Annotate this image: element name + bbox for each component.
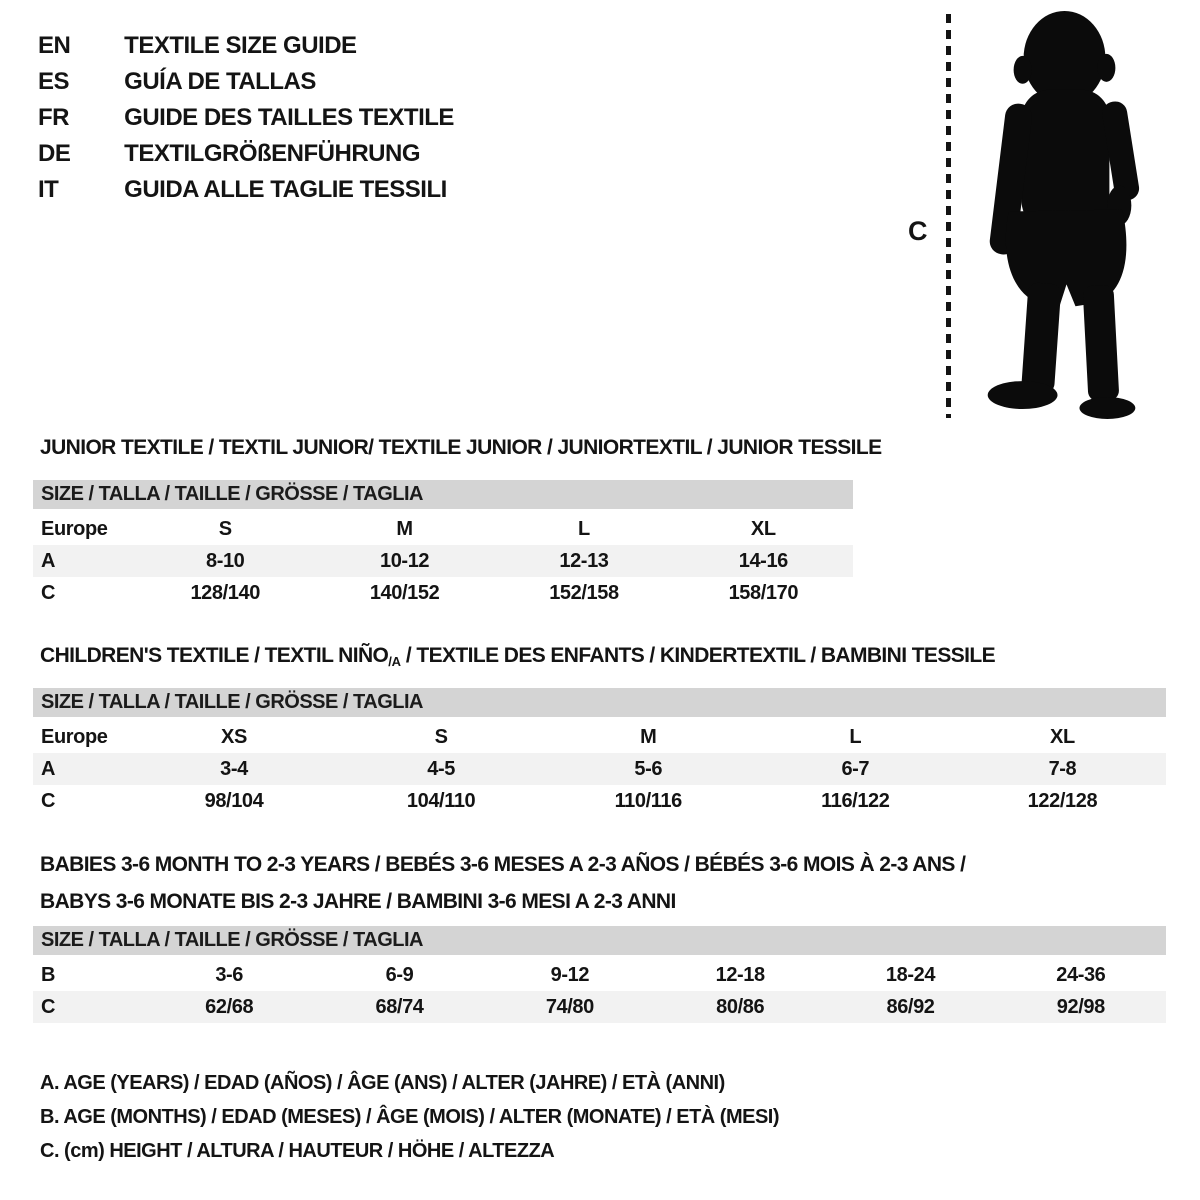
table-cell: 98/104 (204, 790, 264, 812)
table-cell: L (849, 726, 862, 748)
table-cell: 9-12 (550, 964, 590, 986)
table-cell: 74/80 (545, 996, 594, 1018)
language-row-it (38, 172, 454, 208)
table-cell: M (640, 726, 657, 748)
table-cell: M (396, 518, 413, 540)
table-cell: 116/122 (821, 790, 890, 812)
row-label: C (41, 790, 56, 812)
children-size-table (33, 688, 1166, 817)
size-table-header: SIZE / TALLA / TAILLE / GRÖSSE / TAGLIA (33, 688, 1166, 717)
table-cell: 12-18 (715, 964, 765, 986)
table-cell: 8-10 (205, 550, 245, 572)
legend-line-c: C. (cm) HEIGHT / ALTURA / HAUTEUR / HÖHE / ALTEZZA (40, 1140, 555, 1162)
section-title-junior: JUNIOR TEXTILE / TEXTIL JUNIOR/ TEXTILE JUNIOR / JUNIORTEXTIL / JUNIOR TESSILE (40, 436, 882, 459)
section-title-children-sub: /A (388, 654, 401, 669)
size-table-header: SIZE / TALLA / TAILLE / GRÖSSE / TAGLIA (33, 480, 853, 509)
table-row (33, 753, 1166, 785)
table-cell: XL (750, 518, 776, 540)
legend-line-b: B. AGE (MONTHS) / EDAD (MESES) / ÂGE (MOIS) / ALTER (MONATE) / ETÀ (MESI) (40, 1106, 780, 1128)
table-cell: 122/128 (1027, 790, 1098, 812)
section-title-children-part2: / TEXTILE DES ENFANTS / KINDERTEXTIL / BAMBINI TESSILE (400, 644, 996, 667)
table-cell: 7-8 (1048, 758, 1077, 780)
row-label: C (41, 582, 56, 604)
table-cell: 6-7 (841, 758, 870, 780)
table-row (33, 991, 1166, 1023)
table-cell: S (434, 726, 448, 748)
language-label: GUIDA ALLE TAGLIE TESSILI (124, 176, 447, 203)
table-cell: 128/140 (190, 582, 260, 604)
height-measure-label: C (908, 216, 928, 246)
section-title-babies-line2: BABYS 3-6 MONATE BIS 2-3 JAHRE / BAMBINI 3-6 MESI A 2-3 ANNI (40, 890, 676, 913)
table-cell: 158/170 (728, 582, 799, 604)
table-cell: 5-6 (634, 758, 663, 780)
table-row (33, 513, 853, 545)
table-cell: 24-36 (1056, 964, 1106, 986)
language-row-es (38, 64, 454, 100)
section-title-babies-line1: BABIES 3-6 MONTH TO 2-3 YEARS / BEBÉS 3-6 MESES A 2-3 AÑOS / BÉBÉS 3-6 MOIS À 2-3 ANS / (40, 853, 966, 876)
language-row-fr (38, 100, 454, 136)
table-cell: 80/86 (716, 996, 765, 1018)
table-cell: 62/68 (205, 996, 254, 1018)
language-code: FR (38, 104, 69, 131)
baby-figure (890, 0, 1200, 440)
measurement-legend (40, 1066, 779, 1168)
table-cell: XL (1050, 726, 1075, 748)
legend-line-a: A. AGE (YEARS) / EDAD (AÑOS) / ÂGE (ANS) / ALTER (JAHRE) / ETÀ (ANNI) (40, 1072, 725, 1094)
table-row (33, 545, 853, 577)
language-label: GUIDE DES TAILLES TEXTILE (124, 104, 454, 131)
table-cell: 12-13 (559, 550, 609, 572)
height-measure-line (946, 14, 951, 418)
row-label: Europe (41, 726, 108, 748)
table-cell: 152/158 (549, 582, 619, 604)
section-title-children-part1: CHILDREN'S TEXTILE / TEXTIL NIÑO (40, 644, 389, 667)
table-cell: 104/110 (406, 790, 476, 812)
language-label: GUÍA DE TALLAS (124, 68, 316, 95)
table-row (33, 721, 1166, 753)
table-cell: S (218, 518, 232, 540)
table-cell: 6-9 (385, 964, 414, 986)
size-table-header: SIZE / TALLA / TAILLE / GRÖSSE / TAGLIA (33, 926, 1166, 955)
table-cell: 92/98 (1056, 996, 1105, 1018)
section-title-babies (40, 846, 1170, 920)
table-cell: 10-12 (379, 550, 430, 572)
row-label: C (41, 996, 56, 1018)
table-cell: L (578, 518, 590, 540)
language-code: DE (38, 140, 71, 167)
language-row-en (38, 28, 454, 64)
table-cell: 18-24 (885, 964, 936, 986)
babies-size-table (33, 926, 1166, 1023)
table-cell: XS (221, 726, 247, 748)
language-label: TEXTILGRÖßENFÜHRUNG (124, 140, 420, 167)
table-cell: 86/92 (886, 996, 935, 1018)
row-label: Europe (41, 518, 108, 540)
language-row-de (38, 136, 454, 172)
language-code: IT (38, 176, 59, 203)
section-title-children (40, 644, 995, 669)
table-cell: 3-6 (215, 964, 244, 986)
row-label: A (41, 550, 56, 572)
table-cell: 68/74 (375, 996, 424, 1018)
table-cell: 4-5 (427, 758, 455, 780)
table-cell: 3-4 (220, 758, 248, 780)
row-label: A (41, 758, 56, 780)
table-row (33, 577, 853, 609)
baby-silhouette (962, 6, 1167, 420)
language-code: ES (38, 68, 70, 95)
language-label: TEXTILE SIZE GUIDE (124, 32, 357, 59)
table-row (33, 959, 1166, 991)
table-cell: 110/116 (614, 790, 682, 812)
language-code: EN (38, 32, 71, 59)
junior-size-table (33, 480, 853, 609)
table-cell: 140/152 (369, 582, 440, 604)
table-cell: 14-16 (738, 550, 788, 572)
language-list (38, 28, 454, 208)
row-label: B (41, 964, 56, 986)
table-row (33, 785, 1166, 817)
